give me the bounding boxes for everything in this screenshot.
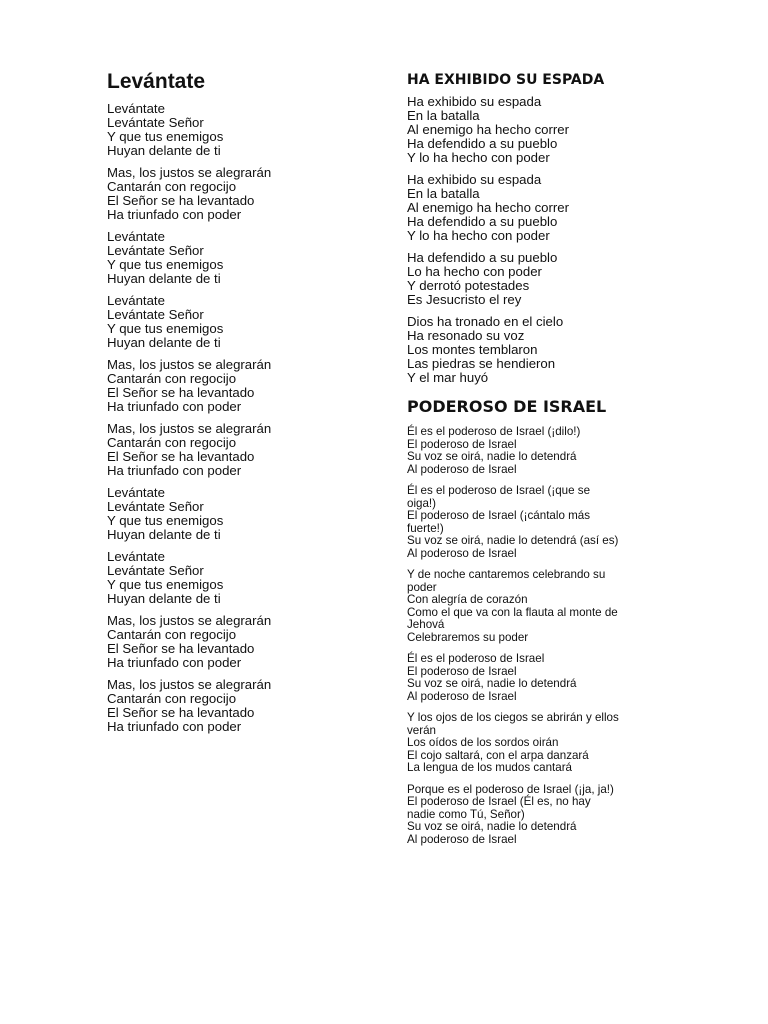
lyric-line: Cantarán con regocijo	[107, 627, 237, 642]
song-title-ha-exhibido-su-espada: HA EXHIBIDO SU ESPADA	[407, 72, 605, 88]
lyric-line: Mas, los justos se alegrarán	[107, 165, 272, 180]
lyric-line: El poderoso de Israel	[407, 664, 517, 678]
lyric-line: Al poderoso de Israel	[407, 689, 517, 703]
lyric-line: Las piedras se hendieron	[407, 356, 556, 371]
lyric-line: Levántate	[107, 293, 165, 308]
stanza	[107, 614, 377, 670]
lyric-line: Al enemigo ha hecho correr	[407, 122, 570, 137]
lyric-line: Dios ha tronado en el cielo	[407, 314, 564, 329]
lyric-line: Al poderoso de Israel	[407, 462, 517, 476]
lyric-line: Huyan delante de ti	[107, 143, 221, 158]
lyric-line: Ha triunfado con poder	[107, 655, 242, 670]
lyric-line: Cantarán con regocijo	[107, 435, 237, 450]
song-title-poderoso-de-israel: PODEROSO DE ISRAEL	[407, 397, 607, 416]
lyrics-levantate	[107, 102, 377, 742]
lyric-line: Él es el poderoso de Israel (¡que se	[407, 484, 591, 497]
lyric-line: Y los ojos de los ciegos se abrirán y ellos	[407, 711, 619, 724]
lyric-line: Ha triunfado con poder	[107, 719, 242, 734]
lyric-line: Huyan delante de ti	[107, 527, 221, 542]
lyric-line: Ha defendido a su pueblo	[407, 214, 558, 229]
lyric-line: Jehová	[407, 618, 445, 631]
stanza	[407, 784, 669, 847]
lyric-line: Y que tus enemigos	[107, 129, 224, 144]
stanza	[107, 678, 377, 734]
lyric-line: En la batalla	[407, 186, 480, 201]
lyric-line: Levántate Señor	[107, 307, 204, 322]
lyric-line: Como el que va con la flauta al monte de	[407, 605, 618, 619]
lyric-line: El poderoso de Israel (¡cántalo más	[407, 509, 591, 522]
stanza	[407, 485, 669, 560]
lyric-line: Los montes temblaron	[407, 342, 538, 357]
lyric-line: Mas, los justos se alegrarán	[107, 677, 272, 692]
lyric-line: Su voz se oirá, nadie lo detendrá	[407, 820, 577, 833]
lyric-line: En la batalla	[407, 108, 480, 123]
lyric-line: El cojo saltará, con el arpa danzará	[407, 748, 589, 762]
lyric-line: Y el mar huyó	[407, 370, 489, 385]
stanza	[407, 95, 669, 165]
lyric-line: El Señor se ha levantado	[107, 641, 255, 656]
lyric-line: El poderoso de Israel (Él es, no hay	[407, 795, 591, 808]
lyric-line: nadie como Tú, Señor)	[407, 807, 525, 821]
stanza	[407, 653, 669, 703]
lyric-line: El Señor se ha levantado	[107, 449, 255, 464]
lyric-line: Mas, los justos se alegrarán	[107, 421, 272, 436]
lyric-line: El poderoso de Israel	[407, 437, 517, 451]
lyric-line: fuerte!)	[407, 521, 444, 535]
lyrics-ha-exhibido-su-espada	[407, 95, 669, 393]
lyric-line: Cantarán con regocijo	[107, 179, 237, 194]
lyric-line: Huyan delante de ti	[107, 591, 221, 606]
stanza	[107, 230, 377, 286]
stanza	[107, 486, 377, 542]
stanza	[107, 166, 377, 222]
lyric-line: Mas, los justos se alegrarán	[107, 357, 272, 372]
lyric-line: Y que tus enemigos	[107, 513, 224, 528]
lyric-line: Es Jesucristo el rey	[407, 292, 522, 307]
stanza	[107, 358, 377, 414]
lyric-line: Ha triunfado con poder	[107, 399, 242, 414]
lyric-line: Levántate Señor	[107, 499, 204, 514]
lyric-line: Ha triunfado con poder	[107, 207, 242, 222]
lyric-line: El Señor se ha levantado	[107, 705, 255, 720]
lyric-line: Ha exhibido su espada	[407, 172, 542, 187]
lyric-line: Al enemigo ha hecho correr	[407, 200, 570, 215]
lyric-line: verán	[407, 723, 437, 737]
lyric-line: Su voz se oirá, nadie lo detendrá	[407, 450, 577, 463]
lyric-line: Celebraremos su poder	[407, 630, 529, 644]
stanza	[407, 569, 669, 644]
lyric-line: Y que tus enemigos	[107, 577, 224, 592]
lyric-line: Y derrotó potestades	[407, 278, 530, 293]
lyric-line: El Señor se ha levantado	[107, 193, 255, 208]
lyric-line: Y lo ha hecho con poder	[407, 150, 550, 165]
lyric-line: Cantarán con regocijo	[107, 691, 237, 706]
stanza	[407, 315, 669, 385]
stanza	[407, 712, 669, 775]
lyric-line: Con alegría de corazón	[407, 593, 528, 606]
lyric-line: Lo ha hecho con poder	[407, 264, 542, 279]
lyric-line: Ha resonado su voz	[407, 328, 525, 343]
lyric-line: Levántate	[107, 229, 165, 244]
lyric-line: Y que tus enemigos	[107, 321, 224, 336]
stanza	[107, 550, 377, 606]
lyric-line: Levántate Señor	[107, 243, 204, 258]
lyric-line: Ha defendido a su pueblo	[407, 136, 558, 151]
lyric-line: Al poderoso de Israel	[407, 546, 517, 560]
lyric-line: Al poderoso de Israel	[407, 832, 517, 846]
stanza	[407, 173, 669, 243]
lyric-line: oiga!)	[407, 496, 437, 510]
lyric-line: Mas, los justos se alegrarán	[107, 613, 272, 628]
lyric-line: Él es el poderoso de Israel (¡dilo!)	[407, 425, 581, 438]
lyric-line: Levántate	[107, 101, 165, 116]
stanza	[107, 294, 377, 350]
lyric-line: Su voz se oirá, nadie lo detendrá	[407, 677, 577, 690]
lyric-line: Cantarán con regocijo	[107, 371, 237, 386]
lyric-line: Levántate Señor	[107, 563, 204, 578]
lyric-line: Levántate	[107, 549, 165, 564]
stanza	[407, 426, 669, 476]
song-title-levantate: Levántate	[107, 70, 206, 93]
lyric-line: Y lo ha hecho con poder	[407, 228, 550, 243]
lyrics-poderoso-de-israel	[407, 426, 669, 855]
stanza	[407, 251, 669, 307]
lyric-line: Él es el poderoso de Israel	[407, 652, 545, 665]
lyric-line: Porque es el poderoso de Israel (¡ja, ja!)	[407, 782, 614, 796]
lyric-line: Su voz se oirá, nadie lo detendrá (así es)	[407, 534, 619, 547]
lyric-line: La lengua de los mudos cantará	[407, 761, 573, 774]
lyric-line: El Señor se ha levantado	[107, 385, 255, 400]
lyric-line: Huyan delante de ti	[107, 335, 221, 350]
lyric-line: poder	[407, 580, 437, 594]
lyric-line: Y que tus enemigos	[107, 257, 224, 272]
lyric-line: Ha exhibido su espada	[407, 94, 542, 109]
stanza	[107, 102, 377, 158]
lyric-line: Ha triunfado con poder	[107, 463, 242, 478]
lyric-line: Levántate Señor	[107, 115, 204, 130]
lyric-line: Levántate	[107, 485, 165, 500]
lyric-line: Huyan delante de ti	[107, 271, 221, 286]
stanza	[107, 422, 377, 478]
lyric-line: Ha defendido a su pueblo	[407, 250, 558, 265]
lyric-line: Los oídos de los sordos oirán	[407, 736, 559, 749]
lyric-line: Y de noche cantaremos celebrando su	[407, 568, 606, 581]
